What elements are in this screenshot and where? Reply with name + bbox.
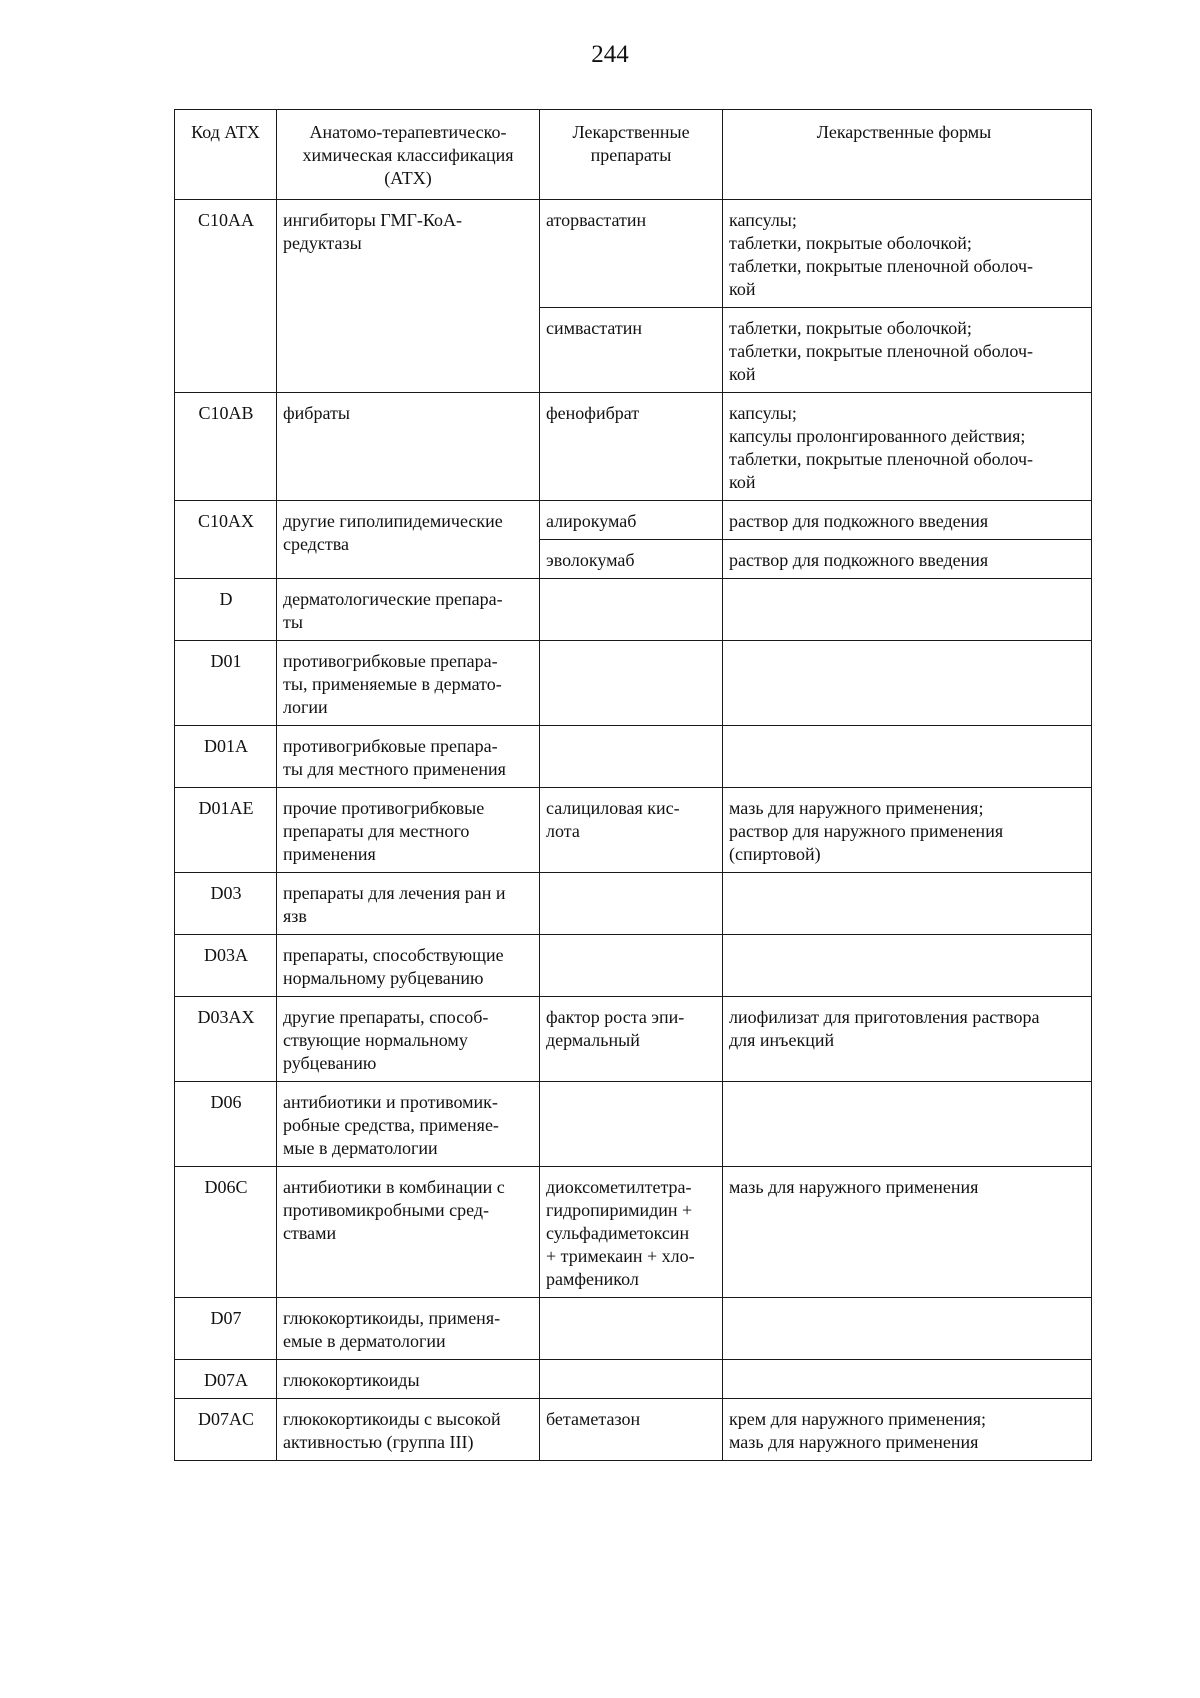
page-number: 244	[591, 41, 629, 68]
classification-cell	[277, 788, 540, 873]
dosage-forms-cell-line: капсулы пролонгированного действия;	[729, 426, 1026, 446]
classification-cell-line: язв	[283, 906, 307, 926]
classification-cell-line: ты	[283, 612, 303, 632]
atc-code-text: D03AX	[197, 1007, 255, 1027]
atc-code-text: D07	[210, 1308, 242, 1328]
classification-cell-line: другие гиполипидемические	[283, 511, 503, 531]
dosage-forms-cell-line: мазь для наружного применения;	[729, 798, 984, 818]
dosage-forms-cell	[723, 1399, 1092, 1461]
classification-cell-line: ингибиторы ГМГ-КоА-	[283, 210, 462, 230]
classification-cell	[277, 997, 540, 1082]
atc-code-cell	[175, 501, 277, 579]
dosage-forms-cell	[723, 579, 1092, 641]
drug-cell	[540, 501, 723, 540]
atc-drug-table	[174, 109, 1092, 1461]
dosage-forms-cell	[723, 726, 1092, 788]
classification-cell-line: средства	[283, 534, 350, 554]
classification-cell-line: логии	[283, 697, 328, 717]
classification-cell	[277, 726, 540, 788]
dosage-forms-cell	[723, 1082, 1092, 1167]
atc-code-cell	[175, 200, 277, 393]
classification-cell-line: емые в дерматологии	[283, 1331, 446, 1351]
dosage-forms-cell	[723, 501, 1092, 540]
dosage-forms-cell	[723, 393, 1092, 501]
classification-cell	[277, 1082, 540, 1167]
atc-code-cell	[175, 873, 277, 935]
drug-cell-line: салициловая кис-	[546, 798, 680, 818]
drug-cell	[540, 873, 723, 935]
dosage-forms-cell	[723, 1167, 1092, 1298]
drug-cell	[540, 200, 723, 308]
table-row	[175, 1167, 1092, 1298]
classification-cell	[277, 393, 540, 501]
drug-cell	[540, 308, 723, 393]
atc-code-text: D03	[210, 883, 242, 903]
drug-cell	[540, 1360, 723, 1399]
header-atc-code-label: Код АТХ	[191, 122, 260, 142]
table-row	[175, 1298, 1092, 1360]
atc-code-cell	[175, 641, 277, 726]
table-row	[175, 873, 1092, 935]
classification-cell-line: прочие противогрибковые	[283, 798, 485, 818]
drug-cell	[540, 540, 723, 579]
header-atc-code	[175, 110, 277, 200]
drug-cell-line: алирокумаб	[546, 511, 637, 531]
dosage-forms-cell-line: мазь для наружного применения	[729, 1432, 979, 1452]
classification-cell-line: противомикробными сред-	[283, 1200, 489, 1220]
classification-cell-line: препараты для местного	[283, 821, 470, 841]
classification-cell-line: препараты, способствующие	[283, 945, 504, 965]
atc-code-text: D06	[210, 1092, 242, 1112]
classification-cell	[277, 200, 540, 393]
dosage-forms-cell	[723, 308, 1092, 393]
dosage-forms-cell	[723, 935, 1092, 997]
classification-cell-line: ты для местного применения	[283, 759, 506, 779]
dosage-forms-cell-line: (спиртовой)	[729, 844, 821, 864]
atc-code-text: D01A	[204, 736, 248, 756]
drug-cell-line: сульфадиметоксин	[546, 1223, 690, 1243]
classification-cell-line: дерматологические препара-	[283, 589, 503, 609]
classification-cell	[277, 1167, 540, 1298]
header-classification-line: химическая классификация	[302, 145, 514, 165]
dosage-forms-cell-line: таблетки, покрытые оболочкой;	[729, 318, 972, 338]
table-row	[175, 579, 1092, 641]
classification-cell-line: ты, применяемые в дермато-	[283, 674, 502, 694]
atc-code-text: C10AX	[197, 511, 254, 531]
classification-cell-line: ствующие нормальному	[283, 1030, 468, 1050]
atc-code-cell	[175, 1167, 277, 1298]
drug-cell	[540, 579, 723, 641]
header-drugs	[540, 110, 723, 200]
drug-cell	[540, 788, 723, 873]
classification-cell-line: нормальному рубцеванию	[283, 968, 484, 988]
dosage-forms-cell-line: таблетки, покрытые пленочной оболоч-	[729, 341, 1033, 361]
atc-code-cell	[175, 1399, 277, 1461]
table-body	[175, 200, 1092, 1461]
classification-cell-line: редуктазы	[283, 233, 362, 253]
header-dosage-forms-label: Лекарственные формы	[816, 122, 992, 142]
table-row	[175, 1360, 1092, 1399]
drug-cell-line: лота	[546, 821, 580, 841]
header-classification	[277, 110, 540, 200]
dosage-forms-cell	[723, 200, 1092, 308]
atc-code-cell	[175, 1360, 277, 1399]
classification-cell-line: рубцеванию	[283, 1053, 377, 1073]
table-row	[175, 788, 1092, 873]
atc-code-cell	[175, 1082, 277, 1167]
classification-cell-line: глюкокортикоиды с высокой	[283, 1409, 501, 1429]
dosage-forms-cell	[723, 540, 1092, 579]
header-classification-line: (АТХ)	[384, 168, 432, 188]
dosage-forms-cell	[723, 1298, 1092, 1360]
classification-cell-line: активностью (группа III)	[283, 1432, 474, 1452]
drug-cell	[540, 1082, 723, 1167]
drug-cell	[540, 726, 723, 788]
classification-cell-line: глюкокортикоиды	[283, 1370, 420, 1390]
table-row	[175, 200, 1092, 308]
classification-cell-line: фибраты	[283, 403, 350, 423]
classification-cell	[277, 873, 540, 935]
atc-code-text: D06C	[204, 1177, 248, 1197]
dosage-forms-cell-line: кой	[729, 279, 756, 299]
header-drugs-line: Лекарственные	[572, 122, 690, 142]
header-dosage-forms	[723, 110, 1092, 200]
drug-cell-line: + тримекаин + хло-	[546, 1246, 695, 1266]
classification-cell-line: мые в дерматологии	[283, 1138, 438, 1158]
dosage-forms-cell-line: кой	[729, 364, 756, 384]
atc-code-cell	[175, 788, 277, 873]
classification-cell	[277, 579, 540, 641]
atc-code-text: D07AC	[197, 1409, 254, 1429]
atc-code-cell	[175, 579, 277, 641]
dosage-forms-cell-line: таблетки, покрытые пленочной оболоч-	[729, 449, 1033, 469]
table-header-row	[175, 110, 1092, 200]
drug-cell	[540, 1298, 723, 1360]
drug-cell	[540, 1167, 723, 1298]
dosage-forms-cell-line: кой	[729, 472, 756, 492]
drug-cell-line: аторвастатин	[546, 210, 647, 230]
drug-cell	[540, 1399, 723, 1461]
atc-code-text: D01	[210, 651, 242, 671]
classification-cell-line: препараты для лечения ран и	[283, 883, 506, 903]
atc-code-text: C10AA	[197, 210, 254, 230]
atc-code-text: D	[219, 589, 233, 609]
dosage-forms-cell-line: раствор для подкожного введения	[729, 550, 989, 570]
table-row	[175, 935, 1092, 997]
dosage-forms-cell-line: крем для наружного применения;	[729, 1409, 987, 1429]
atc-code-text: D07A	[204, 1370, 248, 1390]
atc-code-cell	[175, 935, 277, 997]
header-drugs-line: препараты	[590, 145, 672, 165]
table-row	[175, 1082, 1092, 1167]
dosage-forms-cell-line: мазь для наружного применения	[729, 1177, 979, 1197]
dosage-forms-cell-line: лиофилизат для приготовления раствора	[729, 1007, 1040, 1027]
dosage-forms-cell-line: раствор для наружного применения	[729, 821, 1004, 841]
classification-cell-line: применения	[283, 844, 376, 864]
drug-cell-line: гидропиримидин +	[546, 1200, 693, 1220]
dosage-forms-cell-line: раствор для подкожного введения	[729, 511, 989, 531]
drug-cell-line: эволокумаб	[546, 550, 635, 570]
drug-cell-line: фенофибрат	[546, 403, 640, 423]
classification-cell-line: глюкокортикоиды, применя-	[283, 1308, 501, 1328]
header-classification-line: Анатомо-терапевтическо-	[309, 122, 507, 142]
atc-code-cell	[175, 1298, 277, 1360]
atc-code-cell	[175, 997, 277, 1082]
dosage-forms-cell	[723, 641, 1092, 726]
classification-cell-line: антибиотики и противомик-	[283, 1092, 498, 1112]
classification-cell	[277, 1298, 540, 1360]
classification-cell	[277, 641, 540, 726]
dosage-forms-cell-line: капсулы;	[729, 210, 797, 230]
classification-cell	[277, 1360, 540, 1399]
drug-cell-line: симвастатин	[546, 318, 642, 338]
dosage-forms-cell	[723, 873, 1092, 935]
classification-cell-line: другие препараты, способ-	[283, 1007, 489, 1027]
atc-code-text: D03A	[204, 945, 248, 965]
atc-code-text: D01AE	[198, 798, 254, 818]
dosage-forms-cell-line: капсулы;	[729, 403, 797, 423]
drug-cell	[540, 997, 723, 1082]
atc-code-cell	[175, 393, 277, 501]
drug-cell-line: диоксометилтетра-	[546, 1177, 692, 1197]
atc-code-text: C10AB	[198, 403, 254, 423]
dosage-forms-cell	[723, 1360, 1092, 1399]
dosage-forms-cell-line: таблетки, покрытые пленочной оболоч-	[729, 256, 1033, 276]
table-row	[175, 726, 1092, 788]
drug-cell	[540, 641, 723, 726]
dosage-forms-cell	[723, 788, 1092, 873]
dosage-forms-cell-line: таблетки, покрытые оболочкой;	[729, 233, 972, 253]
classification-cell-line: антибиотики в комбинации с	[283, 1177, 505, 1197]
drug-cell	[540, 935, 723, 997]
dosage-forms-cell-line: для инъекций	[729, 1030, 835, 1050]
classification-cell-line: противогрибковые препара-	[283, 736, 498, 756]
table-row	[175, 641, 1092, 726]
classification-cell	[277, 501, 540, 579]
classification-cell-line: ствами	[283, 1223, 337, 1243]
table-row	[175, 501, 1092, 540]
drug-cell-line: бетаметазон	[546, 1409, 641, 1429]
drug-cell-line: рамфеникол	[546, 1269, 639, 1289]
table-row	[175, 997, 1092, 1082]
atc-code-cell	[175, 726, 277, 788]
drug-cell-line: дермальный	[546, 1030, 640, 1050]
classification-cell	[277, 1399, 540, 1461]
classification-cell-line: противогрибковые препара-	[283, 651, 498, 671]
table-row	[175, 393, 1092, 501]
dosage-forms-cell	[723, 997, 1092, 1082]
classification-cell	[277, 935, 540, 997]
table-row	[175, 1399, 1092, 1461]
classification-cell-line: робные средства, применяе-	[283, 1115, 499, 1135]
drug-cell	[540, 393, 723, 501]
drug-cell-line: фактор роста эпи-	[546, 1007, 685, 1027]
